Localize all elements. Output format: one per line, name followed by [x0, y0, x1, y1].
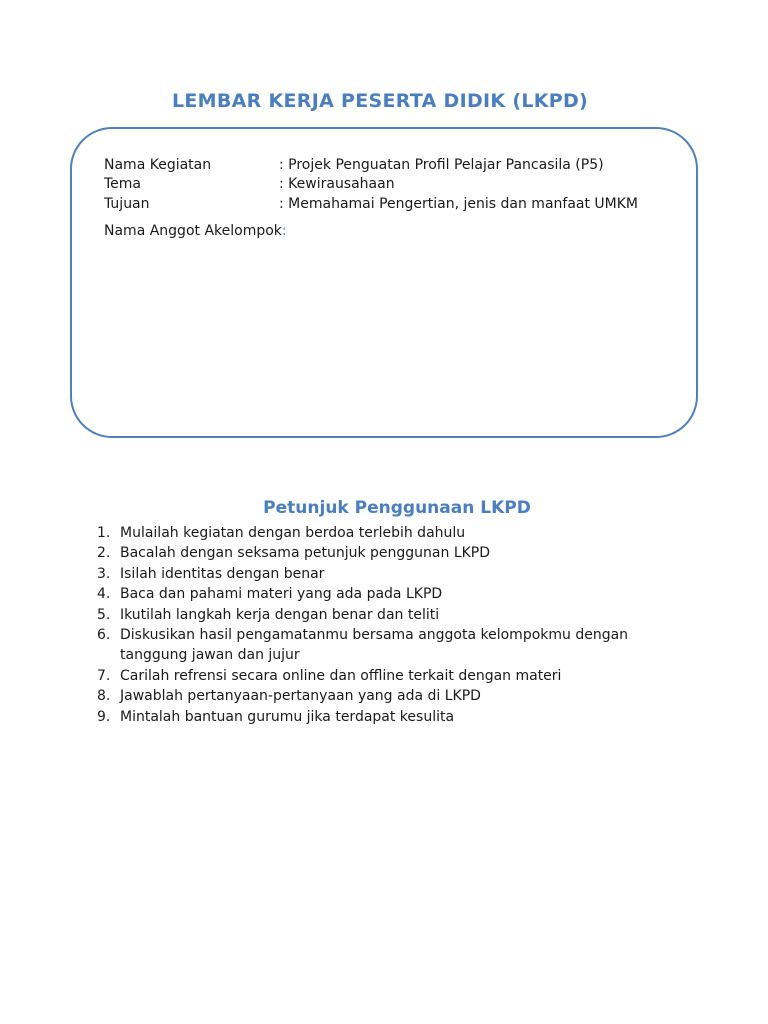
members-colon: :	[281, 223, 287, 239]
list-item	[97, 605, 697, 625]
theme-label: Tema	[104, 176, 142, 192]
item-number: 3.	[97, 565, 111, 582]
list-item	[97, 625, 697, 666]
goal-row	[104, 195, 638, 213]
item-text: Jawablah pertanyaan-pertanyaan yang ada di LKPD	[120, 688, 481, 705]
item-text: Diskusikan hasil pengamatanmu bersama anggota kelompokmu dengan tanggung jawan dan jujur	[120, 627, 629, 664]
page-title: LEMBAR KERJA PESERTA DIDIK (LKPD)	[171, 90, 589, 112]
goal-value: : Memahamai Pengertian, jenis dan manfaat UMKM	[279, 196, 639, 212]
activity-row	[104, 156, 604, 174]
item-text: Baca dan pahami materi yang ada pada LKPD	[120, 586, 443, 603]
activity-label: Nama Kegiatan	[104, 157, 212, 173]
identity-box	[70, 127, 698, 438]
item-text: Bacalah dengan seksama petunjuk penggunan LKPD	[120, 545, 491, 562]
item-number: 7.	[97, 667, 111, 684]
list-item	[97, 543, 697, 563]
item-text: Isilah identitas dengan benar	[120, 565, 325, 582]
item-text: Carilah refrensi secara online dan offline terkait dengan materi	[120, 667, 562, 684]
instructions-title: Petunjuk Penggunaan LKPD	[263, 498, 531, 518]
instructions-list	[97, 523, 697, 727]
item-text: Mulailah kegiatan dengan berdoa terlebih dahulu	[120, 525, 466, 541]
item-number: 8.	[97, 688, 111, 705]
item-number: 2.	[97, 545, 111, 562]
item-text: Mintalah bantuan gurumu jika terdapat kesulita	[120, 708, 455, 725]
list-item	[97, 564, 697, 584]
list-item	[97, 666, 697, 686]
list-item	[97, 686, 697, 706]
theme-row	[104, 175, 395, 193]
members-label: Nama Anggot Akelompok	[104, 223, 282, 239]
item-number: 5.	[97, 606, 111, 623]
item-text: Ikutilah langkah kerja dengan benar dan teliti	[120, 606, 440, 623]
theme-value: : Kewirausahaan	[279, 176, 395, 192]
item-number: 9.	[97, 708, 111, 725]
members-row	[104, 222, 287, 240]
list-item	[97, 707, 697, 727]
goal-label: Tujuan	[104, 196, 150, 212]
activity-value: : Projek Penguatan Profil Pelajar Pancasila (P5)	[279, 157, 604, 173]
item-number: 4.	[97, 586, 111, 603]
list-item	[97, 523, 697, 543]
list-item	[97, 584, 697, 604]
item-number: 6.	[97, 627, 111, 644]
item-number: 1.	[97, 525, 111, 541]
